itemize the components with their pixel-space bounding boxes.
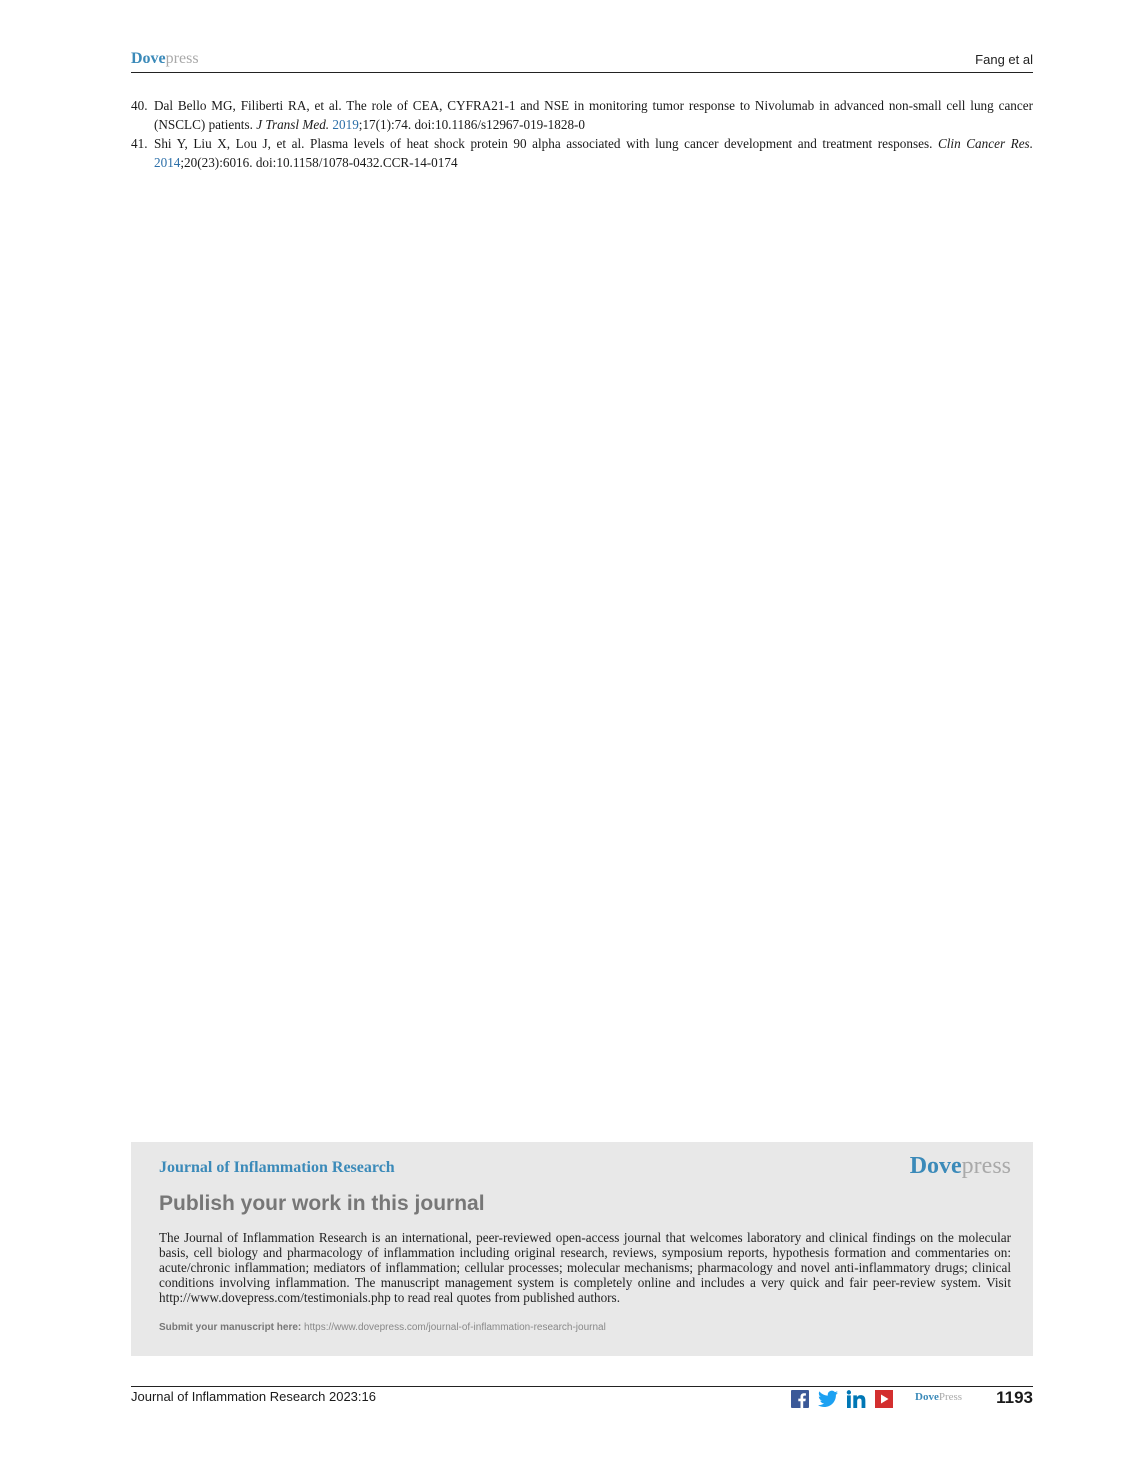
social-icons <box>790 1389 894 1409</box>
dovepress-logo[interactable]: Dovepress <box>131 50 199 67</box>
reference-text: Shi Y, Liu X, Lou J, et al. Plasma levels of heat shock protein 90 alpha associated with lung cancer development and treatment responses. Clin Cancer Res. 2014;20(23):6016. doi:10.1158/1078-0432.CCR-14-0174 <box>154 136 1033 170</box>
reference-text: Dal Bello MG, Filiberti RA, et al. The role of CEA, CYFRA21-1 and NSE in monitoring tumor response to Nivolumab in advanced non-small cell lung cancer (NSCLC) patients. J Transl Med. 2019;17(1):74. doi:10.1186/s12967-019-1828-0 <box>154 98 1033 132</box>
reference-number: 41. <box>131 136 148 151</box>
page-footer <box>131 1386 1033 1413</box>
submit-manuscript-line <box>159 1322 606 1333</box>
journal-promo-box <box>131 1142 1033 1356</box>
promo-heading: Publish your work in this journal <box>159 1192 485 1215</box>
reference-item <box>131 96 1033 134</box>
facebook-icon[interactable] <box>790 1389 810 1409</box>
running-head-authors: Fang et al <box>975 52 1033 67</box>
reference-list <box>131 96 1033 172</box>
reference-number: 40. <box>131 98 148 113</box>
footer-citation: Journal of Inflammation Research 2023:16 <box>131 1389 376 1404</box>
dovepress-footer-logo[interactable]: DovePress <box>915 1391 963 1403</box>
journal-abbrev: Clin Cancer Res. <box>937 136 1033 151</box>
dovepress-logo[interactable]: Dovepress <box>909 1153 1011 1179</box>
submit-label: Submit your manuscript here: <box>159 1322 302 1333</box>
promo-description: The Journal of Inflammation Research is an international, peer-reviewed open-access journal that welcomes laboratory and clinical findings on the molecular basis, cell biology and pharmacology of inflammation including original research, reviews, symposium reports, hypothesis formation and commentaries on: acute/chronic inflammation; mediators of inflammation; cellular processes; molecular mechanisms; pharmacology and novel anti-inflammatory drugs; clinical conditions involving inflammation. The manuscript management system is completely online and includes a very quick and fair peer-review system. Visit http://www.dovepress.com/testimonials.php to read real quotes from published authors. <box>159 1230 1011 1305</box>
year-link[interactable]: 2019 <box>332 117 359 132</box>
submit-url-link[interactable]: https://www.dovepress.com/journal-of-inflammation-research-journal <box>304 1322 606 1333</box>
reference-item <box>131 134 1033 172</box>
linkedin-icon[interactable] <box>846 1389 866 1409</box>
promo-journal-title[interactable]: Journal of Inflammation Research <box>159 1159 395 1176</box>
year-link[interactable]: 2014 <box>154 155 181 170</box>
journal-abbrev: J Transl Med. <box>256 117 330 132</box>
twitter-icon[interactable] <box>818 1389 838 1409</box>
youtube-icon[interactable] <box>874 1389 894 1409</box>
page-number: 1193 <box>996 1388 1033 1407</box>
running-header <box>131 50 1033 73</box>
